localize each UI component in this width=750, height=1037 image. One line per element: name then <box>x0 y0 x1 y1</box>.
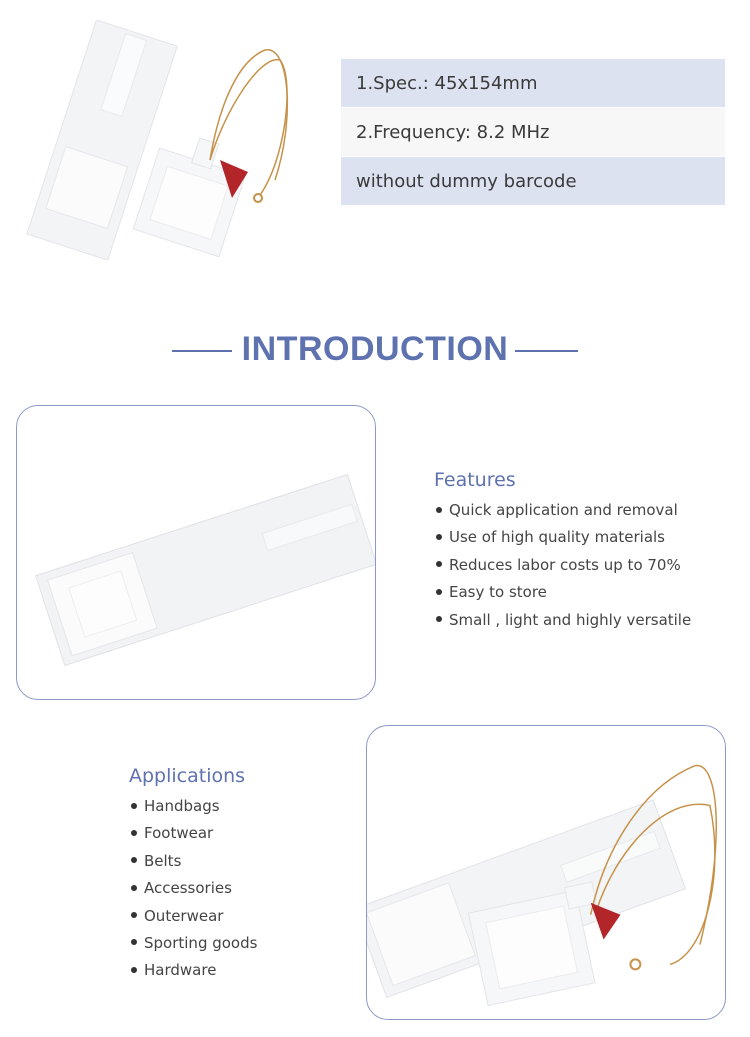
applications-list <box>131 793 257 985</box>
bullet-icon <box>436 507 442 513</box>
list-item: Use of high quality materials <box>436 524 691 551</box>
bullet-icon <box>131 830 137 836</box>
list-item: Footwear <box>131 820 257 847</box>
list-item: Easy to store <box>436 579 691 606</box>
list-item: Belts <box>131 848 257 875</box>
bullet-icon <box>131 939 137 945</box>
product-image-necklace-frame <box>366 725 726 1020</box>
list-item: Hardware <box>131 957 257 984</box>
list-item: Outerwear <box>131 903 257 930</box>
features-title: Features <box>434 469 516 491</box>
list-item: Accessories <box>131 875 257 902</box>
spec-size: 1.Spec.: 45x154mm <box>341 59 725 107</box>
bullet-icon <box>131 912 137 918</box>
applications-title: Applications <box>129 765 246 787</box>
bullet-icon <box>131 885 137 891</box>
bullet-icon <box>436 589 442 595</box>
list-item: Sporting goods <box>131 930 257 957</box>
product-image-tag-frame <box>16 405 376 700</box>
list-item: Quick application and removal <box>436 497 691 524</box>
list-item: Handbags <box>131 793 257 820</box>
product-image-tag-with-necklace <box>20 20 330 260</box>
product-image-tag <box>17 406 375 699</box>
bullet-icon <box>131 803 137 809</box>
heading-divider-right <box>515 350 578 352</box>
bullet-icon <box>436 534 442 540</box>
bullet-icon <box>131 857 137 863</box>
section-heading: INTRODUCTION <box>241 330 509 368</box>
list-item: Reduces labor costs up to 70% <box>436 552 691 579</box>
list-item: Small , light and highly versatile <box>436 607 691 634</box>
bullet-icon <box>436 616 442 622</box>
spec-barcode: without dummy barcode <box>341 157 725 205</box>
bullet-icon <box>131 967 137 973</box>
bullet-icon <box>436 561 442 567</box>
heading-divider-left <box>172 350 232 352</box>
spec-frequency: 2.Frequency: 8.2 MHz <box>341 108 725 156</box>
product-image-necklace <box>367 726 725 1019</box>
features-list <box>436 497 691 634</box>
